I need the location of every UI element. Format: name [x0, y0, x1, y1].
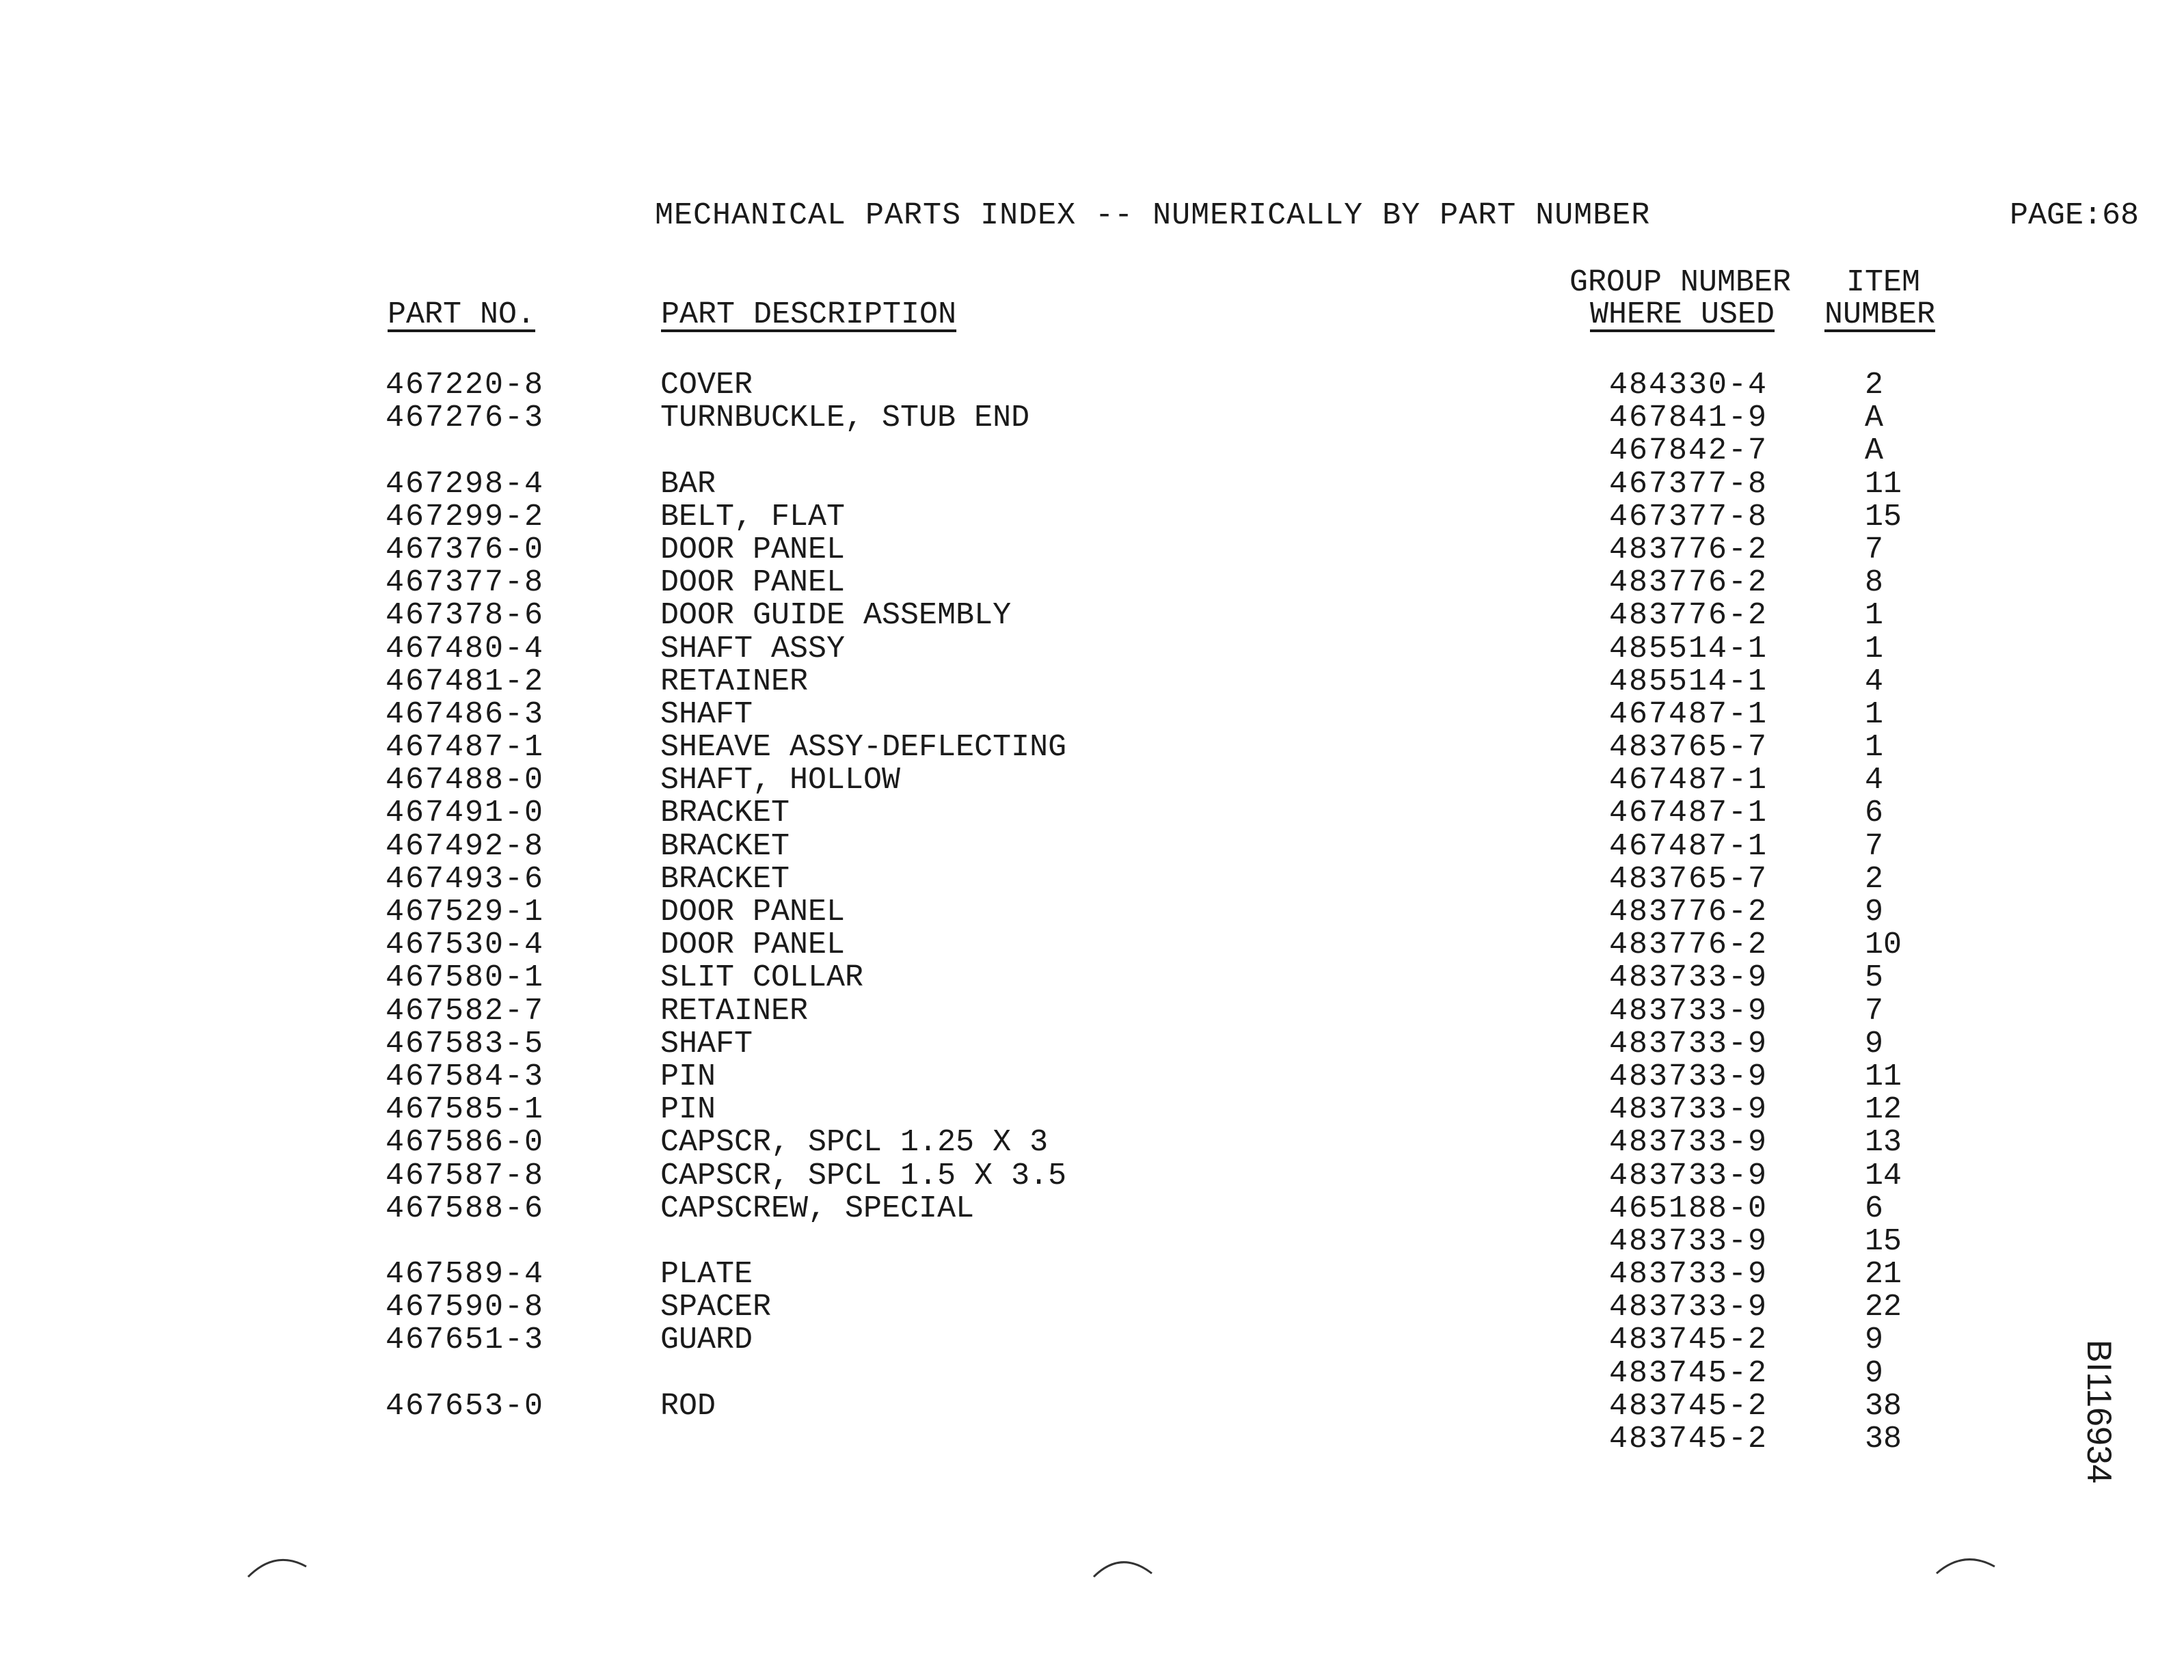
- part-description-cell: COVER: [660, 368, 753, 403]
- part-description-cell: CAPSCR, SPCL 1.5 X 3.5: [660, 1158, 1067, 1193]
- part-number-cell: 467491-0: [386, 796, 545, 831]
- group-number-cell: 484330-4: [1609, 368, 1768, 403]
- part-description-cell: BAR: [660, 466, 716, 502]
- table-row: [0, 402, 2184, 435]
- group-number-cell: 483745-2: [1609, 1323, 1768, 1358]
- group-number-cell: 467841-9: [1609, 401, 1768, 436]
- group-number-cell: 483776-2: [1609, 927, 1768, 963]
- table-row: [0, 929, 2184, 962]
- part-number-cell: 467583-5: [386, 1026, 545, 1061]
- group-number-cell: 467487-1: [1609, 696, 1768, 732]
- group-number-cell: 483733-9: [1609, 1092, 1768, 1128]
- punch-hole-mark: [1933, 1546, 1998, 1580]
- group-number-cell: 467487-1: [1609, 828, 1768, 864]
- item-number-cell: 21: [1865, 1257, 1902, 1292]
- group-number-cell: 467377-8: [1609, 499, 1768, 534]
- table-row: [0, 1160, 2184, 1193]
- table-row: [0, 764, 2184, 797]
- part-number-cell: 467529-1: [386, 895, 545, 930]
- column-header-item-line2: NUMBER: [1824, 297, 1936, 332]
- item-number-cell: 9: [1865, 1323, 1884, 1358]
- group-number-cell: 483733-9: [1609, 1290, 1768, 1325]
- item-number-cell: A: [1865, 401, 1884, 436]
- table-row: [0, 1126, 2184, 1159]
- table-row: [0, 863, 2184, 896]
- group-number-cell: 483776-2: [1609, 598, 1768, 634]
- group-number-cell: 485514-1: [1609, 631, 1768, 666]
- item-number-cell: 1: [1865, 696, 1884, 732]
- table-row: [0, 696, 2184, 732]
- group-number-cell: 483733-9: [1609, 1026, 1768, 1061]
- punch-hole-mark: [1090, 1546, 1155, 1580]
- table-row: [0, 1324, 2184, 1357]
- part-number-cell: 467580-1: [386, 960, 545, 996]
- part-description-cell: SHAFT, HOLLOW: [660, 763, 901, 798]
- part-description-cell: RETAINER: [660, 993, 809, 1029]
- part-number-cell: 467377-8: [386, 565, 545, 601]
- parts-table: [0, 369, 2184, 1456]
- part-description-cell: SPACER: [660, 1290, 772, 1325]
- group-number-cell: 483745-2: [1609, 1388, 1768, 1424]
- item-number-cell: 10: [1865, 927, 1902, 963]
- table-row: [0, 1225, 2184, 1258]
- item-number-cell: 11: [1865, 466, 1902, 502]
- part-number-cell: 467493-6: [386, 861, 545, 897]
- part-number-cell: 467651-3: [386, 1323, 545, 1358]
- part-description-cell: RETAINER: [660, 664, 809, 699]
- table-row: [0, 1061, 2184, 1094]
- table-row: [0, 567, 2184, 599]
- table-row: [0, 1357, 2184, 1390]
- group-number-cell: 483733-9: [1609, 1223, 1768, 1259]
- part-number-cell: 467590-8: [386, 1290, 545, 1325]
- punch-hole-mark: [245, 1546, 310, 1580]
- part-number-cell: 467488-0: [386, 763, 545, 798]
- item-number-cell: 7: [1865, 993, 1884, 1029]
- table-row: [0, 369, 2184, 402]
- item-number-cell: 13: [1865, 1125, 1902, 1161]
- part-description-cell: CAPSCREW, SPECIAL: [660, 1191, 975, 1226]
- table-row: [0, 1291, 2184, 1324]
- part-number-cell: 467276-3: [386, 401, 545, 436]
- part-description-cell: SHEAVE ASSY-DEFLECTING: [660, 730, 1067, 766]
- item-number-cell: 22: [1865, 1290, 1902, 1325]
- part-number-cell: 467585-1: [386, 1092, 545, 1128]
- document-id: BI116934: [2080, 1340, 2118, 1484]
- item-number-cell: 15: [1865, 1223, 1902, 1259]
- item-number-cell: 4: [1865, 763, 1884, 798]
- table-row: [0, 1094, 2184, 1126]
- part-description-cell: SLIT COLLAR: [660, 960, 864, 996]
- column-header-group-line1: GROUP NUMBER: [1569, 265, 1792, 300]
- item-number-cell: 14: [1865, 1158, 1902, 1193]
- item-number-cell: 1: [1865, 598, 1884, 634]
- item-number-cell: 38: [1865, 1388, 1902, 1424]
- group-number-cell: 467487-1: [1609, 763, 1768, 798]
- part-number-cell: 467487-1: [386, 730, 545, 766]
- item-number-cell: 38: [1865, 1422, 1902, 1457]
- item-number-cell: 7: [1865, 828, 1884, 864]
- table-row: [0, 534, 2184, 567]
- part-description-cell: DOOR PANEL: [660, 565, 846, 601]
- group-number-cell: 483733-9: [1609, 960, 1768, 996]
- page-title: MECHANICAL PARTS INDEX -- NUMERICALLY BY PART NUMBER: [655, 198, 1651, 233]
- part-number-cell: 467587-8: [386, 1158, 545, 1193]
- part-description-cell: SHAFT ASSY: [660, 631, 846, 666]
- group-number-cell: 483776-2: [1609, 565, 1768, 601]
- group-number-cell: 467842-7: [1609, 433, 1768, 469]
- group-number-cell: 483733-9: [1609, 993, 1768, 1029]
- part-description-cell: ROD: [660, 1388, 716, 1424]
- item-number-cell: 9: [1865, 895, 1884, 930]
- part-number-cell: 467653-0: [386, 1388, 545, 1424]
- item-number-cell: 9: [1865, 1355, 1884, 1391]
- part-description-cell: GUARD: [660, 1323, 753, 1358]
- table-row: [0, 1193, 2184, 1225]
- part-description-cell: BELT, FLAT: [660, 499, 846, 534]
- item-number-cell: 15: [1865, 499, 1902, 534]
- column-header-part-no: PART NO.: [388, 297, 536, 332]
- table-row: [0, 666, 2184, 699]
- group-number-cell: 483776-2: [1609, 532, 1768, 567]
- part-number-cell: 467481-2: [386, 664, 545, 699]
- item-number-cell: 2: [1865, 368, 1884, 403]
- group-number-cell: 483733-9: [1609, 1158, 1768, 1193]
- table-row: [0, 1423, 2184, 1456]
- item-number-cell: 1: [1865, 631, 1884, 666]
- item-number-cell: 12: [1865, 1092, 1902, 1128]
- table-row: [0, 599, 2184, 632]
- group-number-cell: 483733-9: [1609, 1257, 1768, 1292]
- part-number-cell: 467486-3: [386, 696, 545, 732]
- part-description-cell: BRACKET: [660, 796, 790, 831]
- table-row: [0, 797, 2184, 830]
- part-description-cell: DOOR PANEL: [660, 927, 846, 963]
- group-number-cell: 483745-2: [1609, 1355, 1768, 1391]
- part-description-cell: PIN: [660, 1059, 716, 1094]
- table-row: [0, 896, 2184, 929]
- item-number-cell: 1: [1865, 730, 1884, 766]
- part-number-cell: 467220-8: [386, 368, 545, 403]
- table-row: [0, 1028, 2184, 1061]
- part-number-cell: 467584-3: [386, 1059, 545, 1094]
- part-description-cell: DOOR GUIDE ASSEMBLY: [660, 598, 1012, 634]
- group-number-cell: 483745-2: [1609, 1422, 1768, 1457]
- group-number-cell: 483776-2: [1609, 895, 1768, 930]
- group-number-cell: 483733-9: [1609, 1125, 1768, 1161]
- part-description-cell: PIN: [660, 1092, 716, 1128]
- part-number-cell: 467589-4: [386, 1257, 545, 1292]
- column-header-description: PART DESCRIPTION: [661, 297, 957, 332]
- part-number-cell: 467376-0: [386, 532, 545, 567]
- part-description-cell: BRACKET: [660, 861, 790, 897]
- page-number: PAGE:68: [2010, 198, 2140, 233]
- part-number-cell: 467588-6: [386, 1191, 545, 1226]
- part-description-cell: BRACKET: [660, 828, 790, 864]
- group-number-cell: 483765-7: [1609, 861, 1768, 897]
- table-row: [0, 435, 2184, 468]
- group-number-cell: 483733-9: [1609, 1059, 1768, 1094]
- part-number-cell: 467582-7: [386, 993, 545, 1029]
- item-number-cell: 2: [1865, 861, 1884, 897]
- part-description-cell: SHAFT: [660, 696, 753, 732]
- item-number-cell: 8: [1865, 565, 1884, 601]
- table-row: [0, 962, 2184, 994]
- item-number-cell: 9: [1865, 1026, 1884, 1061]
- part-number-cell: 467492-8: [386, 828, 545, 864]
- part-number-cell: 467530-4: [386, 927, 545, 963]
- group-number-cell: 465188-0: [1609, 1191, 1768, 1226]
- table-row: [0, 468, 2184, 501]
- part-number-cell: 467298-4: [386, 466, 545, 502]
- group-number-cell: 467377-8: [1609, 466, 1768, 502]
- item-number-cell: 6: [1865, 796, 1884, 831]
- item-number-cell: A: [1865, 433, 1884, 469]
- item-number-cell: 6: [1865, 1191, 1884, 1226]
- part-description-cell: DOOR PANEL: [660, 895, 846, 930]
- part-description-cell: SHAFT: [660, 1026, 753, 1061]
- table-row: [0, 830, 2184, 863]
- part-description-cell: PLATE: [660, 1257, 753, 1292]
- item-number-cell: 5: [1865, 960, 1884, 996]
- group-number-cell: 483765-7: [1609, 730, 1768, 766]
- part-description-cell: DOOR PANEL: [660, 532, 846, 567]
- part-number-cell: 467480-4: [386, 631, 545, 666]
- table-row: [0, 995, 2184, 1028]
- item-number-cell: 7: [1865, 532, 1884, 567]
- item-number-cell: 11: [1865, 1059, 1902, 1094]
- group-number-cell: 467487-1: [1609, 796, 1768, 831]
- column-header-item-line1: ITEM: [1846, 265, 1921, 300]
- part-number-cell: 467586-0: [386, 1125, 545, 1161]
- table-row: [0, 633, 2184, 666]
- group-number-cell: 485514-1: [1609, 664, 1768, 699]
- table-row: [0, 731, 2184, 764]
- table-row: [0, 1258, 2184, 1291]
- table-row: [0, 501, 2184, 534]
- column-header-group-line2: WHERE USED: [1590, 297, 1775, 332]
- part-number-cell: 467299-2: [386, 499, 545, 534]
- part-description-cell: TURNBUCKLE, STUB END: [660, 401, 1030, 436]
- part-number-cell: 467378-6: [386, 598, 545, 634]
- item-number-cell: 4: [1865, 664, 1884, 699]
- table-row: [0, 1390, 2184, 1423]
- part-description-cell: CAPSCR, SPCL 1.25 X 3: [660, 1125, 1049, 1161]
